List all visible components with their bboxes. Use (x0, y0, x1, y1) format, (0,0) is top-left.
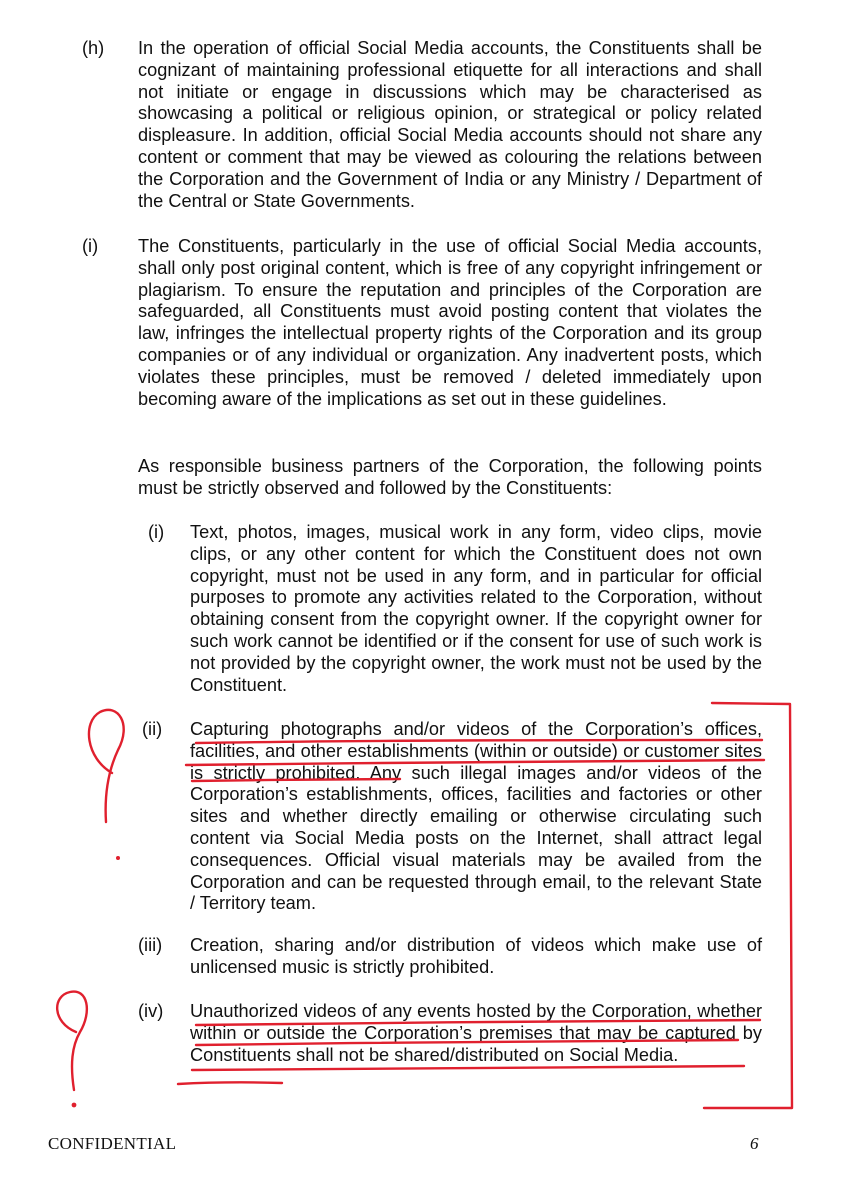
clause-h-text: In the operation of official Social Media accounts, the Constituents shall be cognizant of maintaining professional etiquette for all interactions and shall not initiate or engage in discussions which may be characterised as showcasing a political or religious opinion, or strategical or policy related displeasure. In addition, official Social Media accounts should not share any content or comment that may be viewed as colouring the relations between the Corporation and the Government of India or any Ministry / Department of the Central or State Governments. (138, 38, 762, 211)
sub-item-iii-label: (iii) (138, 935, 163, 955)
sub-item-iv-text: Unauthorized videos of any events hosted by the Corporation, whether within or outside the Corporation’s premises that may be captured by Constituents shall not be shared/distributed on Social Media. (190, 1001, 762, 1065)
clause-i-text: The Constituents, particularly in the use of official Social Media accounts, shall only post original content, which is free of any copyright infringement or plagiarism. To ensure the reputation and principles of the Corporation are safeguarded, all Constituents must avoid posting content that violates the law, infringes the intellectual property rights of the Corporation and its group companies or of any individual or organization. Any inadvertent posts, which violates these principles, must be removed / deleted immediately upon becoming aware of the implications as set out in these guidelines. (138, 236, 762, 409)
question-mark-2 (57, 992, 87, 1090)
intro-paragraph: As responsible business partners of the Corporation, the following points must be strictly observed and followed by the Constituents: (138, 456, 762, 498)
sub-item-iv-label: (iv) (138, 1001, 164, 1021)
sub-item-i-text: Text, photos, images, musical work in any form, video clips, movie clips, or any other content for which the Constituent does not own copyright, must not be used in any form, and in particular for official purposes to promote any activities related to the Corporation, without obtaining consent from the copyright owner. If the copyright owner for such work cannot be identified or if the consent for use of such work is not provided by the copyright owner, the work must not be used by the Constituent. (190, 522, 762, 695)
confidential-footer: CONFIDENTIAL (48, 1134, 177, 1153)
question-dot-2 (72, 1103, 77, 1108)
clause-h-label: (h) (82, 38, 105, 58)
question-mark-1 (89, 710, 124, 822)
sub-item-ii-text: Capturing photographs and/or videos of the Corporation’s offices, facilities, and other establishments (within or outside) or customer sites is strictly prohibited. Any such illegal images and/or videos of the Corporation’s establishments, offices, facilities and factories or other sites and whether directly emailing or otherwise circulating such content via Social Media posts on the Internet, shall attract legal consequences. Official visual materials may be availed from the Corporation and can be requested through email, to the relevant State / Territory team. (190, 719, 762, 914)
underline-iv-4 (178, 1082, 282, 1084)
sub-item-iii-text: Creation, sharing and/or distribution of videos which make use of unlicensed music is strictly prohibited. (190, 935, 762, 977)
underline-iv-3 (192, 1066, 744, 1070)
question-dot-1 (116, 856, 120, 860)
sub-item-ii-label: (ii) (142, 719, 163, 739)
page-number: 6 (750, 1134, 759, 1153)
sub-item-i-label: (i) (148, 522, 165, 542)
clause-i-label: (i) (82, 236, 99, 256)
